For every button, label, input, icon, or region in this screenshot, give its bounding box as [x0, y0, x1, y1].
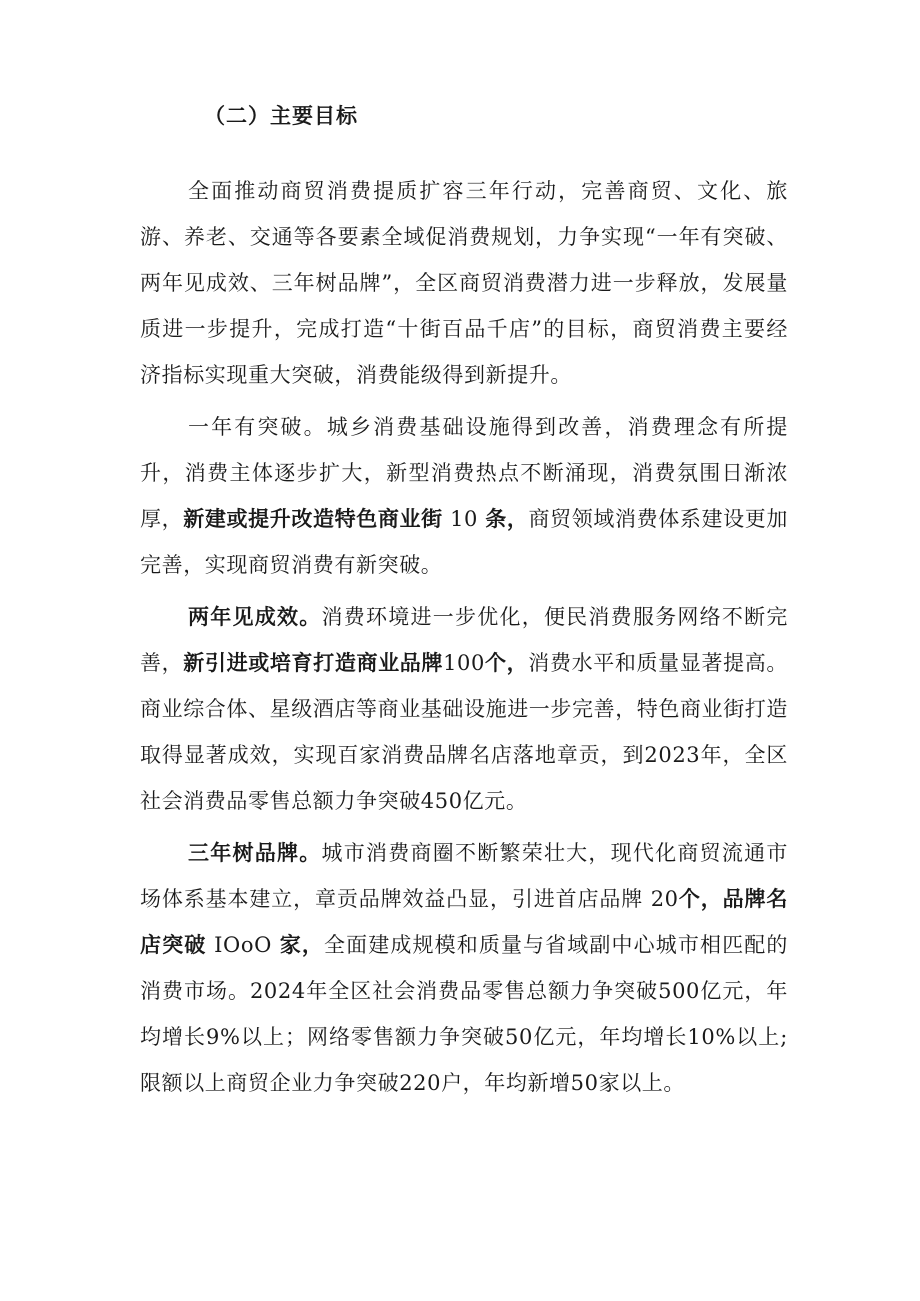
year-one-target-number: 10	[450, 507, 478, 531]
year-three-text: 城市消费商圈不断繁荣壮大，现代化商贸流通市场体系基本建立，章贡品牌效益凸显，引进首店品牌	[140, 841, 788, 911]
document-body	[140, 94, 788, 1112]
year-one-text-end: 商贸领域消费体系建设更加完善，实现商贸消费有新突破。	[140, 507, 789, 577]
section-heading: （二）主要目标	[204, 104, 358, 128]
year-three-store-number: 20	[650, 887, 679, 911]
year-two-target-number: 100	[443, 651, 485, 675]
paragraph-year-one	[140, 404, 788, 588]
year-one-target-label: 新建或提升改造特色商业街	[183, 507, 443, 531]
year-one-text: 一年有突破。城乡消费基础设施得到改善，消费理念有所提升，消费主体逐步扩大，新型消费热点不断涌现，消费氛围日渐浓厚，	[140, 415, 788, 531]
year-three-text-end: 全面建成规模和质量与省域副中心城市相匹配的消费市场。2024年全区社会消费品零售总额力争突破500亿元，年均增长9%以上；网络零售额力争突破50亿元，年均增长10%以上;限额以上商贸企业力争突破220户，年均新增50家以上。	[140, 933, 788, 1095]
year-one-target-unit: 条，	[485, 507, 529, 531]
year-two-text-end: 消费水平和质量显著提高。商业综合体、星级酒店等商业基础设施进一步完善，特色商业街打造取得显著成效，实现百家消费品牌名店落地章贡，到2023年，全区社会消费品零售总额力争突破450亿元。	[140, 651, 789, 813]
year-two-title: 两年见成效。	[188, 605, 322, 629]
year-three-brand-unit: 家，	[279, 933, 324, 957]
year-three-store-label: 个，品牌名店突破	[140, 887, 789, 957]
year-three-title: 三年树品牌。	[188, 841, 322, 865]
paragraph-year-two	[140, 594, 788, 824]
year-two-text: 消费环境进一步优化，便民消费服务网络不断完善，	[140, 605, 788, 675]
paragraph-overview: 全面推动商贸消费提质扩容三年行动，完善商贸、文化、旅游、养老、交通等各要素全域促消费规划，力争实现“一年有突破、两年见成效、三年树品牌”，全区商贸消费潜力进一步释放，发展量质进一步提升，完成打造“十街百品千店”的目标，商贸消费主要经济指标实现重大突破，消费能级得到新提升。	[140, 179, 788, 387]
year-two-target-unit: 个，	[484, 651, 529, 675]
paragraph-year-three	[140, 830, 788, 1106]
year-three-brand-number: IOoO	[214, 933, 272, 957]
year-two-target-label: 新引进或培育打造商业品牌	[183, 651, 444, 675]
